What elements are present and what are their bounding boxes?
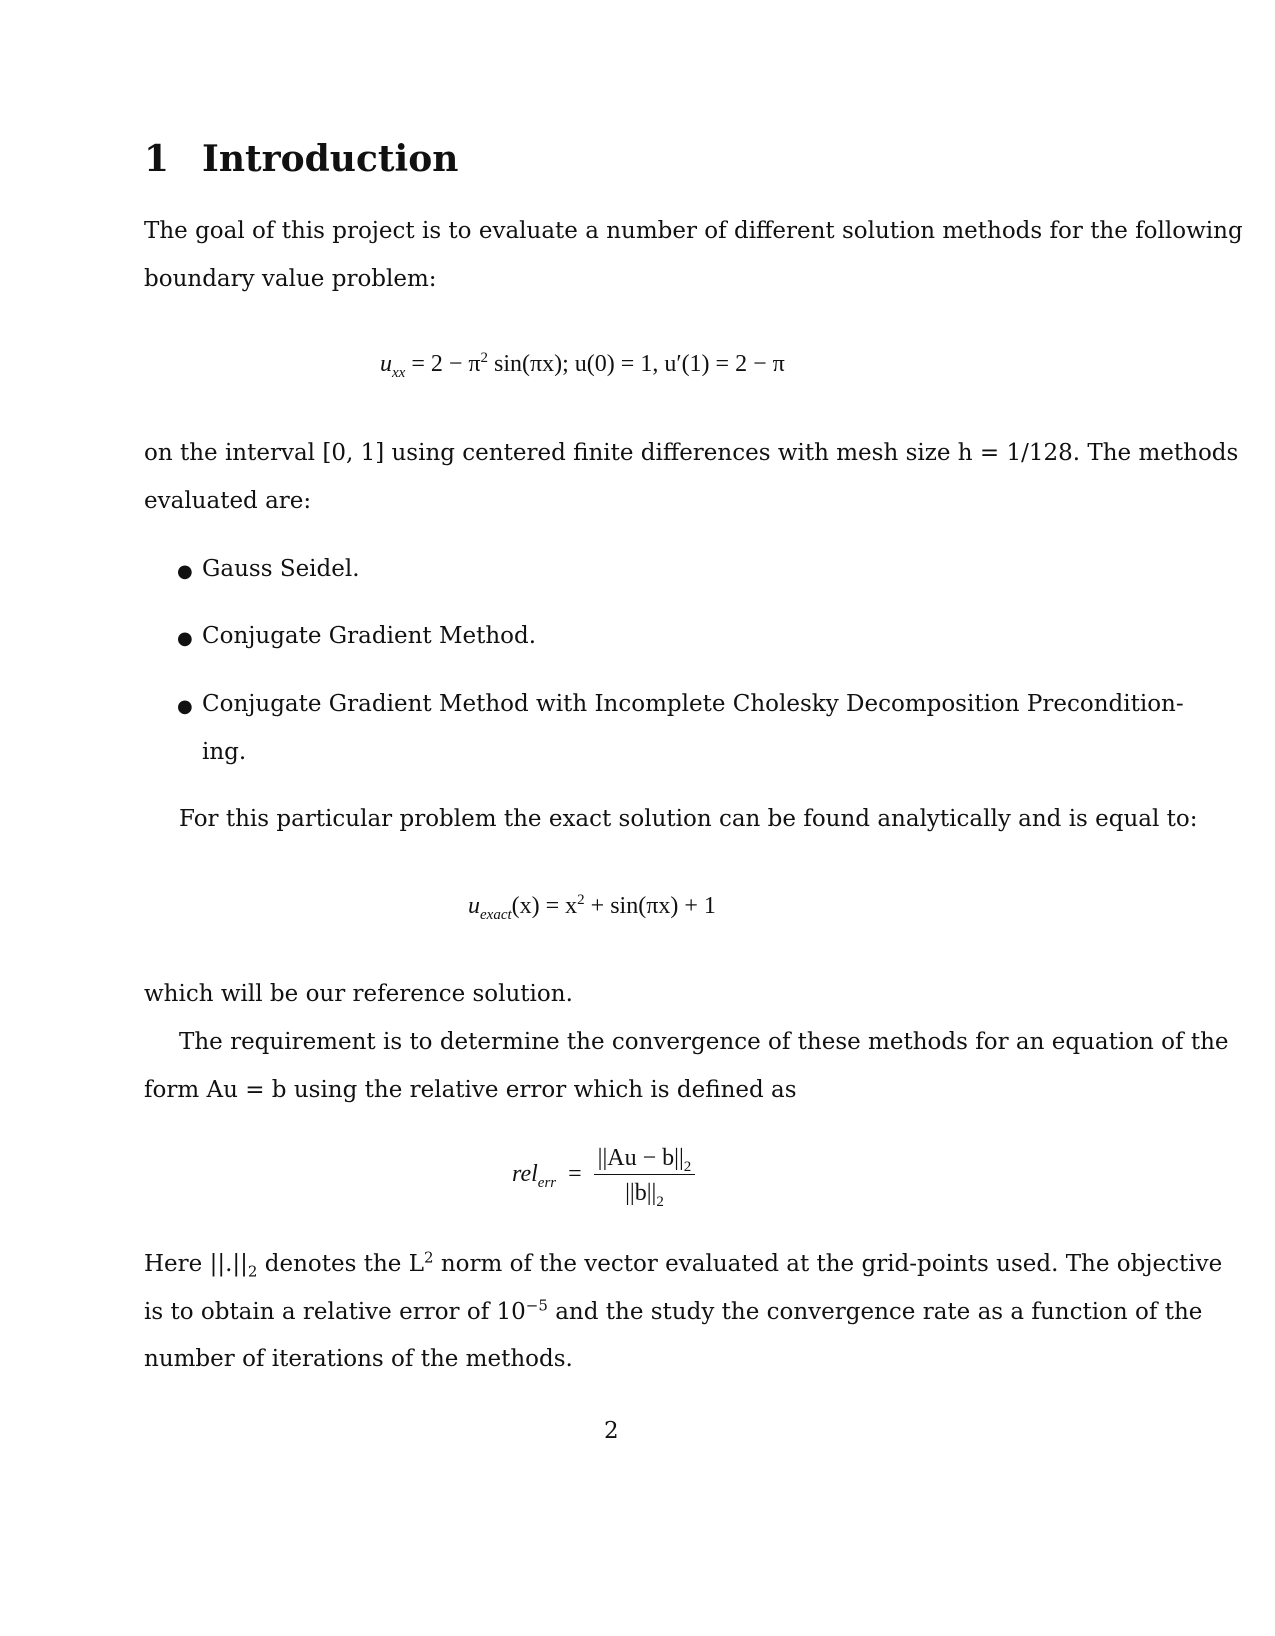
norm-line-2-b: and the study the convergence rate as a function of the — [547, 1299, 1203, 1325]
relative-error-equation — [512, 1145, 695, 1210]
exact-rhs-b: + sin(πx) + 1 — [584, 893, 716, 919]
rel-err-numerator-subscript: 2 — [683, 1158, 692, 1175]
section-number: 1 — [144, 138, 170, 180]
list-item: Conjugate Gradient Method. — [202, 623, 537, 649]
rel-err-denominator — [594, 1175, 696, 1210]
requirement-line-1: The requirement is to determine the convergence of these methods for an equation of the — [179, 1029, 1229, 1055]
rel-err-fraction — [594, 1145, 696, 1210]
section-title: Introduction — [202, 138, 459, 180]
exact-rhs-sup: 2 — [577, 892, 585, 908]
rel-err-lhs: rel — [512, 1161, 538, 1188]
bvp-equation — [380, 350, 785, 381]
exact-lhs-subscript: exact — [480, 906, 512, 923]
norm-line-2-sup: −5 — [525, 1296, 548, 1315]
rel-err-lhs-subscript: err — [537, 1174, 557, 1191]
norm-line-1-b: denotes the L — [257, 1251, 424, 1277]
rel-err-numerator-text: ||Au − b|| — [597, 1145, 684, 1171]
exact-rhs-a: (x) = x — [511, 893, 578, 919]
exact-solution-intro: For this particular problem the exact solution can be found analytically and is equal to: — [179, 806, 1198, 832]
norm-line-1-sub: 2 — [247, 1262, 258, 1281]
exact-lhs: u — [468, 893, 480, 919]
rel-err-denominator-subscript: 2 — [656, 1193, 664, 1210]
bvp-lhs: u — [380, 351, 392, 377]
bullet-icon: ● — [177, 561, 193, 582]
norm-line-2-a: is to obtain a relative error of 10 — [144, 1299, 526, 1325]
norm-line-1 — [144, 1248, 1223, 1281]
bvp-rhs-b: sin(πx); u(0) = 1, u′(1) = 2 − π — [488, 351, 785, 377]
exact-solution-equation — [468, 892, 716, 923]
intro-line-2: boundary value problem: — [144, 266, 437, 292]
rel-err-denominator-text: ||b|| — [625, 1180, 657, 1206]
reference-solution-line: which will be our reference solution. — [144, 981, 573, 1007]
bvp-rhs-sup: 2 — [480, 350, 489, 366]
norm-line-1-a: Here ||.|| — [144, 1251, 248, 1277]
rel-err-equals: = — [568, 1161, 582, 1188]
page-number: 2 — [604, 1418, 619, 1444]
norm-line-3: number of iterations of the methods. — [144, 1346, 573, 1372]
list-item-continuation: ing. — [202, 739, 247, 765]
norm-line-1-c: norm of the vector evaluated at the grid-points used. The objective — [433, 1251, 1223, 1277]
bvp-rhs-a: = 2 − π — [405, 351, 481, 377]
norm-line-2 — [144, 1296, 1203, 1325]
bullet-icon: ● — [177, 628, 193, 649]
list-item: Conjugate Gradient Method with Incomplete Cholesky Decomposition Precondition- — [202, 691, 1184, 717]
interval-line-1: on the interval [0, 1] using centered finite differences with mesh size h = 1/128. The methods — [144, 440, 1239, 466]
bullet-icon: ● — [177, 696, 193, 717]
list-item: Gauss Seidel. — [202, 556, 360, 582]
interval-line-2: evaluated are: — [144, 488, 312, 514]
intro-line-1: The goal of this project is to evaluate a number of different solution methods for the following — [144, 218, 1243, 244]
bvp-lhs-subscript: xx — [392, 364, 406, 381]
norm-line-1-sup: 2 — [423, 1248, 434, 1267]
requirement-line-2: form Au = b using the relative error which is defined as — [144, 1077, 797, 1103]
rel-err-numerator — [594, 1146, 696, 1175]
